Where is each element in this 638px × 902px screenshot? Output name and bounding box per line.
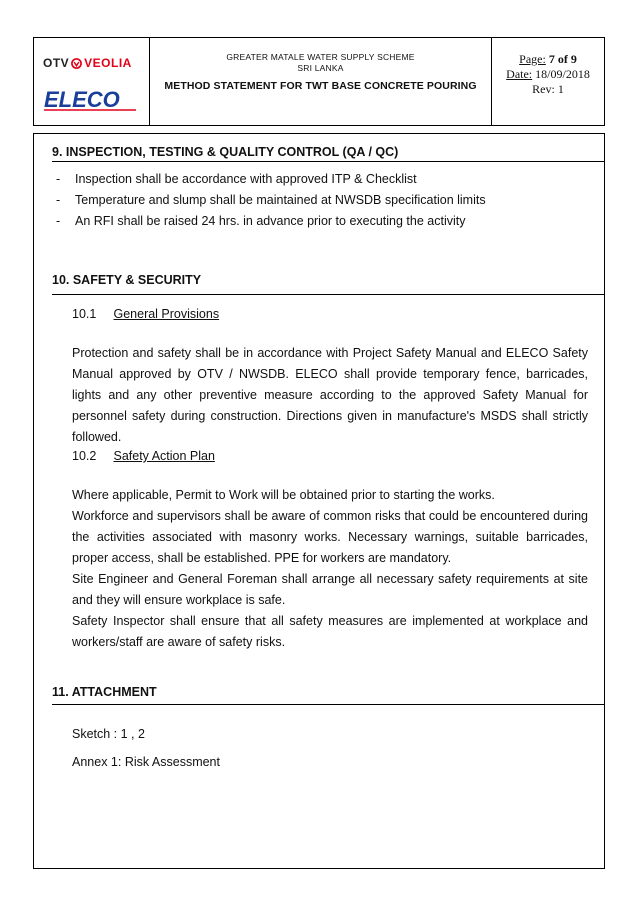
document-header [33,37,605,126]
otv-veolia-logo [43,56,132,70]
otv-text: OTV [43,56,70,70]
bullet-text: An RFI shall be raised 24 hrs. in advance prior to executing the activity [75,214,466,228]
bullet-dash: - [56,193,61,207]
veolia-icon [71,58,82,69]
page-info [492,52,604,67]
page-label: Page: [519,52,546,66]
list-item [56,172,417,186]
section-9-title: 9. INSPECTION, TESTING & QUALITY CONTROL (QA / QC) [52,145,399,159]
date-label: Date: [506,67,533,81]
eleco-logo-text: ELECO [44,87,120,112]
safety-action-line: Where applicable, Permit to Work will be obtained prior to starting the works. [72,488,495,502]
document-title: METHOD STATEMENT FOR TWT BASE CONCRETE POURING [164,80,477,92]
bullet-text: Inspection shall be accordance with approved ITP & Checklist [75,172,417,186]
subsection-title: Safety Action Plan [113,449,215,463]
subsection-title: General Provisions [113,307,220,321]
attachment-item: Annex 1: Risk Assessment [72,755,220,769]
safety-action-paragraph: Workforce and supervisors shall be aware of common risks that could be encountered during the activities associated with masonry works. Necessary warnings, suitable barricades, proper access, shall be established. PPE for workers are mandatory. [72,509,588,565]
safety-action-paragraph: Safety Inspector shall ensure that all safety measures are implemented at workplace and workers/staff are aware of safety risks. [72,614,588,649]
general-provisions-paragraph: Protection and safety shall be in accordance with Project Safety Manual and ELECO Safety Manual approved by OTV / NWSDB. ELECO shall provide temporary fence, barricades, lights and any other preventive measure according to the approved Safety Manual for personnel safety during construction. Directions given in manufacture's MSDS shall strictly followed. [72,346,588,444]
veolia-text: VEOLIA [84,56,132,70]
subsection-10-1-heading [72,307,219,321]
section-11-title: 11. ATTACHMENT [52,685,157,699]
attachment-item: Sketch : 1 , 2 [72,727,145,741]
logo-cell [34,38,150,125]
page-value: 7 of 9 [548,52,577,66]
header-meta-cell [492,38,604,125]
header-title-cell [150,38,492,125]
section-10-title: 10. SAFETY & SECURITY [52,273,202,287]
project-name: GREATER MATALE WATER SUPPLY SCHEME [226,52,415,62]
eleco-logo [42,86,138,112]
project-country: SRI LANKA [297,63,344,73]
bullet-dash: - [56,172,61,186]
date-info [492,67,604,82]
section-11-rule [52,704,605,705]
subsection-number: 10.2 [72,449,97,463]
subsection-10-2-heading [72,449,215,463]
bullet-dash: - [56,214,61,228]
subsection-number: 10.1 [72,307,97,321]
bullet-text: Temperature and slump shall be maintained at NWSDB specification limits [75,193,486,207]
safety-action-paragraph: Site Engineer and General Foreman shall arrange all necessary safety requirements at site and they will ensure workplace is safe. [72,572,588,607]
revision: Rev: 1 [532,82,564,96]
list-item [56,193,486,207]
list-item [56,214,465,228]
date-value: 18/09/2018 [535,67,590,81]
section-10-rule [52,294,605,295]
section-9-rule [52,161,605,162]
